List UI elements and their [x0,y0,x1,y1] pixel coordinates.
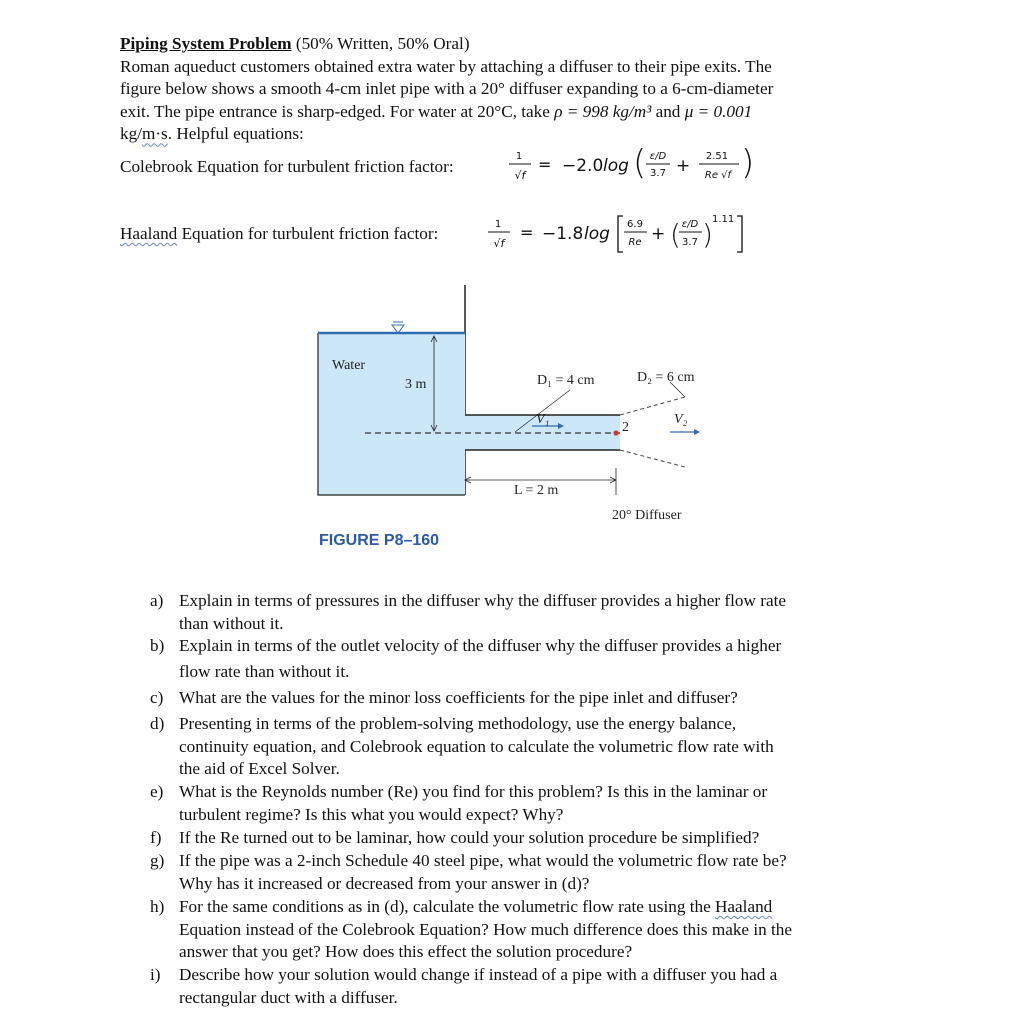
question-label: e) [150,782,164,801]
colebrook-lhs-den: √f [514,169,526,182]
haaland-equation [484,210,774,262]
question-text: answer that you get? How does this effect the solution procedure? [179,942,633,962]
point-2-marker [613,430,618,435]
colebrook-plus: + [676,156,691,176]
question-text-part: For the same conditions as in (d), calculate the volumetric flow rate using the [179,897,716,916]
point-2-label: 2 [622,420,629,435]
right-paren: ) [741,143,755,183]
question-a [150,590,890,636]
question-text: Why has it increased or decreased from your answer in (d)? [179,873,590,893]
haaland-label [120,224,438,244]
colebrook-equals: = [538,155,552,174]
haaland-t1-den: Re [628,237,642,248]
intro-line-1: Roman aqueduct customers obtained extra water by attaching a diffuser to their pipe exits. The [120,56,772,76]
haaland-word: Haaland [715,897,773,916]
question-text: Explain in terms of the outlet velocity of the diffuser why the diffuser provides a higher [179,636,782,655]
colebrook-t1-num: ε/D [649,151,667,162]
problem-title: Piping System Problem [120,34,292,53]
d2-label: D₂ = 6 cm [637,370,695,385]
inner-right-paren: ) [702,218,713,251]
haaland-t1-num: 6.9 [627,219,643,230]
figure-caption: FIGURE P8–160 [319,532,440,549]
inner-left-paren: ( [670,218,681,251]
title-line [120,33,890,56]
haaland-equals: = [520,223,534,242]
haaland-exponent: 1.11 [712,214,735,225]
v1-label: V₁ [536,412,550,427]
water-label: Water [332,358,366,373]
question-label: b) [150,636,165,655]
height-label: 3 m [405,377,427,392]
diffuser-lower-edge [620,450,685,467]
question-text: What is the Reynolds number (Re) you find for this problem? Is this in the laminar or [179,782,768,801]
haaland-coef: −1.8 [542,224,584,244]
v2-label: V₂ [674,412,688,427]
question-text: turbulent regime? Is this what you would expect? Why? [179,804,564,824]
units-ms: m·s [141,124,168,144]
question-label: d) [150,714,165,733]
question-text: rectangular duct with a diffuser. [179,987,398,1007]
problem-subtitle: (50% Written, 50% Oral) [295,34,470,53]
colebrook-log: log [603,156,629,176]
question-label: i) [150,965,161,984]
haaland-plus: + [651,224,666,244]
question-text [179,896,890,919]
helpful-equations-text: . Helpful equations: [167,124,304,144]
right-bracket [737,216,742,252]
diffuser-label: 20° Diffuser [612,508,682,523]
question-label: g) [150,851,165,870]
haaland-word: Haaland [120,224,178,243]
question-text: flow rate than without it. [179,661,350,681]
rho-value: ρ = 998 kg/m³ [554,101,652,121]
and-text: and [651,101,685,121]
haaland-t2-num: ε/D [681,219,699,230]
question-text: If the pipe was a 2-inch Schedule 40 steel pipe, what would the volumetric flow rate be? [179,851,787,870]
left-paren: ( [633,143,647,183]
question-text: Explain in terms of pressures in the diffuser why the diffuser provides a higher flow rate [179,591,786,610]
units-text: kg/ [120,124,142,144]
colebrook-t2-num: 2.51 [705,151,729,162]
left-bracket [618,216,623,252]
question-text: Presenting in terms of the problem-solving methodology, use the energy balance, [179,714,737,733]
haaland-log: log [584,224,610,244]
question-label: h) [150,897,165,916]
colebrook-label: Colebrook Equation for turbulent friction factor: [120,157,454,176]
intro-line-3-text: exit. The pipe entrance is sharp-edged. For water at 20°C, take [120,101,555,121]
question-text: Equation instead of the Colebrook Equation? How much difference does this make in the [179,919,793,939]
piping-figure [300,280,720,530]
question-text: continuity equation, and Colebrook equation to calculate the volumetric flow rate with [179,736,774,756]
question-text: What are the values for the minor loss coefficients for the pipe inlet and diffuser? [179,688,738,707]
haaland-t2-den: 3.7 [682,237,698,248]
mu-value: μ = 0.001 [684,101,753,121]
colebrook-coef: −2.0 [562,156,604,176]
intro-line-3 [120,101,890,124]
haaland-label-text: Equation for turbulent friction factor: [177,224,439,243]
question-label: c) [150,688,164,707]
question-text: than without it. [179,613,284,633]
length-label: L = 2 m [514,483,559,498]
question-text: If the Re turned out to be laminar, how could your solution procedure be simplified? [179,828,760,847]
question-text: the aid of Excel Solver. [179,759,340,779]
colebrook-t1-den: 3.7 [650,168,666,179]
haaland-lhs-num: 1 [494,219,502,230]
haaland-lhs-den: √f [493,237,505,250]
v2-arrow-head [694,429,700,435]
question-label: f) [150,828,162,847]
d1-label: D₁ = 4 cm [537,373,595,388]
intro-line-2: figure below shows a smooth 4-cm inlet pipe with a 20° diffuser expanding to a 6-cm-diameter [120,79,774,99]
colebrook-t2-den: Re √f [704,170,732,181]
question-text: Describe how your solution would change if instead of a pipe with a diffuser you had a [179,965,778,984]
colebrook-lhs-num: 1 [515,151,523,162]
question-label: a) [150,591,164,610]
intro-paragraph [120,33,890,146]
colebrook-equation [505,142,775,192]
